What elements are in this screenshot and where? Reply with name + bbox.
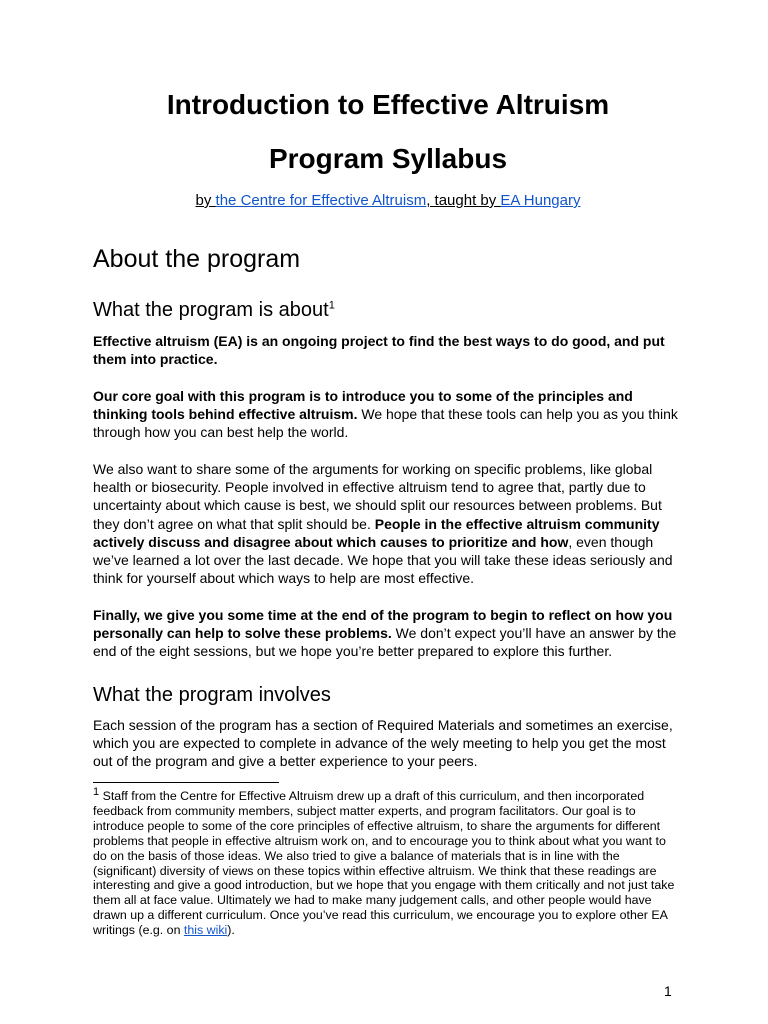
- subheading-what-involves: What the program involves: [93, 684, 331, 706]
- footnote-1: [93, 785, 683, 938]
- paragraph-core-goal: [93, 387, 683, 442]
- subheading-what-about-text: What the program is about: [93, 299, 329, 321]
- paragraph-arguments: [93, 460, 683, 587]
- cea-link[interactable]: the Centre for Effective Altruism: [215, 192, 427, 209]
- footnote-number: 1: [93, 785, 100, 798]
- paragraph-finally-bold: Finally, we give you some time at the end of the program to begin to reflect on how you personally can help to solve these problems.: [93, 607, 673, 642]
- footnote-text: Staff from the Centre for Effective Altruism drew up a draft of this curriculum, and then incorporated feedback from community members, subject matter experts, and program facilitators. Our goal is to introduce people to some of the core principles of effective altruism, to share the arguments for different problems that people in effective altruism work on, and to encourage you to think about what you want to do on the basis of those ideas. We also tried to give a balance of materials that is in line with the (significant) diversity of views on these topics within effective altruism. We think that these readings are interesting and give a good introduction, but we hope that you engage with them critically and not just take them all at face value. Ultimately we had to make many judgement calls, and other people would have drawn up a different curriculum. Once you’ve read this curriculum, we encourage you to explore other EA writings (e.g. on: [93, 789, 675, 938]
- page-number: 1: [664, 983, 672, 999]
- byline: [93, 192, 683, 210]
- section-heading-about: About the program: [93, 245, 301, 273]
- paragraph-sessions: Each session of the program has a section of Required Materials and sometimes an exercise, which you are expected to complete in advance of the wely meeting to help you get the most out of the program and give a better experience to your peers.: [93, 717, 673, 770]
- document-title: Introduction to Effective Altruism: [166, 89, 610, 120]
- paragraph-arguments-bold: People in the effective altruism community actively discuss and disagree about which causes to prioritize and how: [93, 515, 660, 550]
- paragraph-ea-definition-bold: Effective altruism (EA) is an ongoing project to find the best ways to do good, and put them into practice.: [93, 333, 665, 368]
- document-subtitle: Program Syllabus: [268, 143, 508, 174]
- paragraph-ea-definition: [93, 332, 683, 368]
- footnote-ref-1[interactable]: 1: [328, 299, 335, 312]
- footnote-end: ).: [227, 923, 235, 938]
- footnote-separator: [93, 782, 279, 783]
- paragraph-finally: [93, 606, 683, 661]
- byline-by: by: [195, 192, 216, 209]
- ea-hungary-link[interactable]: EA Hungary: [500, 192, 581, 209]
- subheading-what-about: [93, 298, 335, 322]
- paragraph-arguments-start: We also want to share some of the arguments for working on specific problems, like global health or biosecurity. People involved in effective altruism tend to agree that, partly due to uncertainty about which cause is best, we should split our resources between problems. But they don’t agree on what that split should be.: [93, 461, 662, 532]
- paragraph-core-goal-bold: Our core goal with this program is to introduce you to some of the principles and thinking tools behind effective altruism.: [93, 388, 633, 423]
- paragraph-core-goal-rest: We hope that these tools can help you as you think through how you can best help the world.: [93, 406, 678, 441]
- paragraph-arguments-rest: , even though we’ve learned a lot over the last decade. We hope that you will take these ideas seriously and think for yourself about which ways to help are most effective.: [93, 533, 673, 587]
- byline-taught: , taught by: [426, 192, 501, 209]
- this-wiki-link[interactable]: this wiki: [183, 923, 228, 938]
- paragraph-finally-rest: We don’t expect you’ll have an answer by the end of the eight sessions, but we hope you’re better prepared to explore this further.: [93, 625, 677, 660]
